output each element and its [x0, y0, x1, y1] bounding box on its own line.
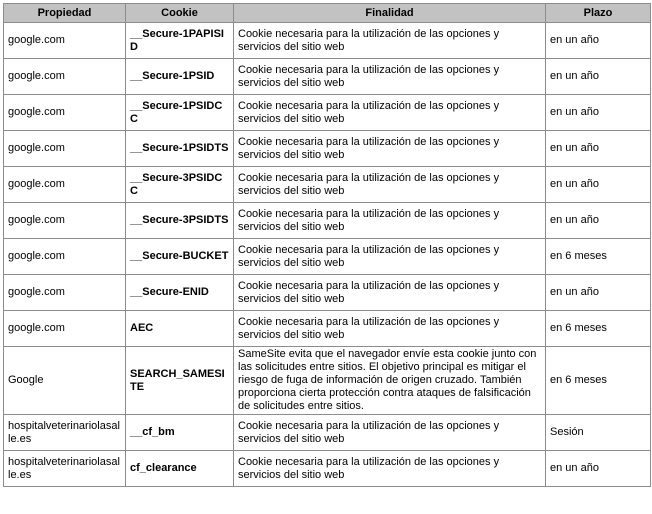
header-plazo: Plazo [546, 4, 651, 23]
table-header-row [4, 4, 651, 23]
cell-cookie: __Secure-3PSIDTS [126, 203, 234, 239]
cell-propiedad: google.com [4, 167, 126, 203]
table-row [4, 347, 651, 415]
table-row [4, 451, 651, 487]
cell-propiedad: google.com [4, 131, 126, 167]
cell-cookie: __Secure-ENID [126, 275, 234, 311]
cell-finalidad: Cookie necesaria para la utilización de las opciones y servicios del sitio web [234, 275, 546, 311]
cell-cookie: __Secure-BUCKET [126, 239, 234, 275]
cell-plazo: en 6 meses [546, 239, 651, 275]
cell-propiedad: google.com [4, 203, 126, 239]
table-row [4, 311, 651, 347]
table-row [4, 415, 651, 451]
cell-plazo: en un año [546, 95, 651, 131]
table-row [4, 95, 651, 131]
cell-finalidad: Cookie necesaria para la utilización de las opciones y servicios del sitio web [234, 239, 546, 275]
cell-propiedad: hospitalveterinariolasalle.es [4, 415, 126, 451]
table-row [4, 239, 651, 275]
cell-propiedad: Google [4, 347, 126, 415]
cell-plazo: Sesión [546, 415, 651, 451]
cell-propiedad: google.com [4, 311, 126, 347]
cell-finalidad: Cookie necesaria para la utilización de las opciones y servicios del sitio web [234, 23, 546, 59]
table-row [4, 59, 651, 95]
cell-finalidad: Cookie necesaria para la utilización de las opciones y servicios del sitio web [234, 203, 546, 239]
cell-cookie: __cf_bm [126, 415, 234, 451]
cell-finalidad: Cookie necesaria para la utilización de las opciones y servicios del sitio web [234, 451, 546, 487]
cell-finalidad: Cookie necesaria para la utilización de las opciones y servicios del sitio web [234, 131, 546, 167]
header-cookie: Cookie [126, 4, 234, 23]
table-row [4, 131, 651, 167]
cell-propiedad: google.com [4, 23, 126, 59]
cell-plazo: en un año [546, 59, 651, 95]
cookie-table-container [3, 3, 650, 487]
cell-cookie: __Secure-1PSIDTS [126, 131, 234, 167]
cell-finalidad: Cookie necesaria para la utilización de las opciones y servicios del sitio web [234, 95, 546, 131]
table-row [4, 23, 651, 59]
cell-propiedad: google.com [4, 95, 126, 131]
cell-propiedad: hospitalveterinariolasalle.es [4, 451, 126, 487]
table-row [4, 167, 651, 203]
header-propiedad: Propiedad [4, 4, 126, 23]
cell-cookie: __Secure-1PSIDCC [126, 95, 234, 131]
cell-finalidad: Cookie necesaria para la utilización de las opciones y servicios del sitio web [234, 415, 546, 451]
cell-cookie: cf_clearance [126, 451, 234, 487]
cell-cookie: __Secure-1PSID [126, 59, 234, 95]
cell-cookie: AEC [126, 311, 234, 347]
cell-finalidad: SameSite evita que el navegador envíe esta cookie junto con las solicitudes entre sitios. El objetivo principal es mitigar el riesgo de fuga de información de origen cruzado. También proporciona cierta protección contra ataques de falsificación de solicitudes entre sitios. [234, 347, 546, 415]
cell-cookie: SEARCH_SAMESITE [126, 347, 234, 415]
table-row [4, 203, 651, 239]
cookie-table [3, 3, 651, 487]
cell-finalidad: Cookie necesaria para la utilización de las opciones y servicios del sitio web [234, 59, 546, 95]
cell-plazo: en 6 meses [546, 311, 651, 347]
cell-cookie: __Secure-1PAPISID [126, 23, 234, 59]
cell-finalidad: Cookie necesaria para la utilización de las opciones y servicios del sitio web [234, 167, 546, 203]
cell-plazo: en un año [546, 451, 651, 487]
cell-plazo: en un año [546, 275, 651, 311]
cell-propiedad: google.com [4, 275, 126, 311]
cell-plazo: en 6 meses [546, 347, 651, 415]
header-finalidad: Finalidad [234, 4, 546, 23]
cell-plazo: en un año [546, 203, 651, 239]
cell-plazo: en un año [546, 23, 651, 59]
cell-finalidad: Cookie necesaria para la utilización de las opciones y servicios del sitio web [234, 311, 546, 347]
cell-plazo: en un año [546, 167, 651, 203]
cell-cookie: __Secure-3PSIDCC [126, 167, 234, 203]
cell-propiedad: google.com [4, 59, 126, 95]
cell-propiedad: google.com [4, 239, 126, 275]
cell-plazo: en un año [546, 131, 651, 167]
table-row [4, 275, 651, 311]
